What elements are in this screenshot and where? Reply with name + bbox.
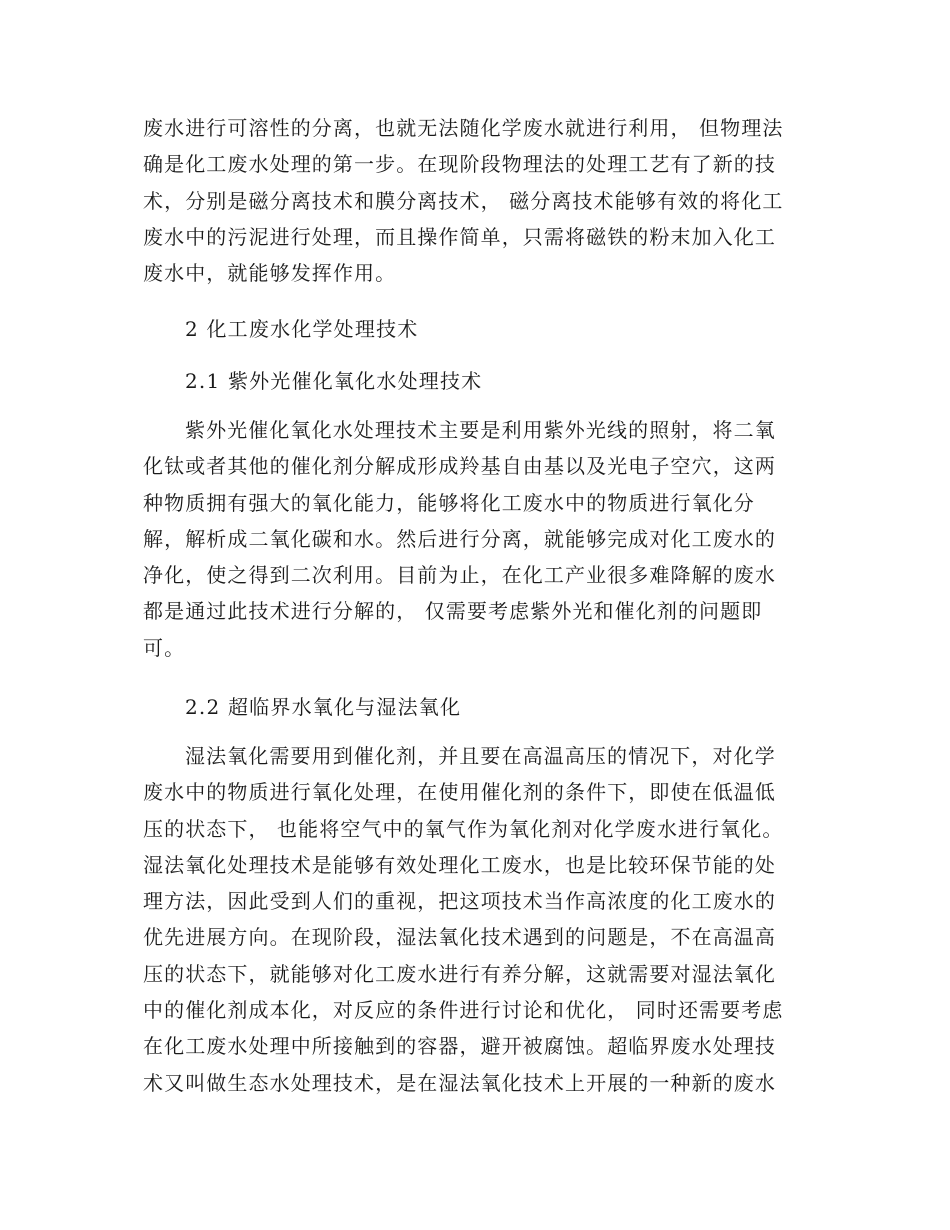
text-line: 理方法，因此受到人们的重视，把这项技术当作高浓度的化工废水的 [143,889,776,914]
text-line: 中的催化剂成本化，对反应的条件进行讨论和优化， 同时还需要考虑 [143,998,784,1023]
text-line: 废水进行可溶性的分离，也就无法随化学废水就进行利用， 但物理法 [143,116,784,140]
text-line: 种物质拥有强大的氧化能力，能够将化工废水中的物质进行氧化分 [143,490,755,515]
text-line: 在化工废水处理中所接触到的容器，避开被腐蚀。超临界废水处理技 [143,1034,776,1059]
text-line: 紫外光催化氧化水处理技术主要是利用紫外光线的照射，将二氧 [185,418,776,442]
text-line: 可。 [143,635,186,660]
subsection-heading-uv-photocatalysis: 2.1 紫外光催化氧化水处理技术 [185,369,483,393]
text-line: 废水中的污泥进行处理，而且操作简单，只需将磁铁的粉末加入化工 [143,224,776,249]
text-line: 压的状态下，就能够对化工废水进行有养分解，这就需要对湿法氧化 [143,961,776,986]
text-line: 解，解析成二氧化碳和水。然后进行分离，就能够完成对化工废水的 [143,526,776,551]
text-line: 净化，使之得到二次利用。目前为止，在化工产业很多难降解的废水 [143,563,776,588]
section-heading-chemical-treatment: 2 化工废水化学处理技术 [185,317,419,341]
text-line: 废水中，就能够发挥作用。 [143,261,397,286]
paragraph-uv-photocatalysis [143,412,823,666]
text-line: 优先进展方向。在现阶段，湿法氧化技术遇到的问题是，不在高温高 [143,925,776,950]
subsection-heading-wet-oxidation: 2.2 超临界水氧化与湿法氧化 [185,695,462,719]
text-line: 化钛或者其他的催化剂分解成形成羚基自由基以及光电子空穴，这两 [143,454,776,479]
text-line: 湿法氧化需要用到催化剂，并且要在高温高压的情况下，对化学 [185,744,776,768]
text-line: 术又叫做生态水处理技术，是在湿法氧化技术上开展的一种新的废水 [143,1070,776,1095]
text-line: 废水中的物质进行氧化处理，在使用催化剂的条件下，即使在低温低 [143,780,776,805]
text-line: 术，分别是磁分离技术和膜分离技术， 磁分离技术能够有效的将化工 [143,188,784,213]
paragraph-physical-methods [143,110,823,291]
paragraph-wet-oxidation [143,738,823,1101]
text-line: 压的状态下， 也能将空气中的氧气作为氧化剂对化学废水进行氧化。 [143,816,784,841]
text-line: 湿法氧化处理技术是能够有效处理化工废水，也是比较环保节能的处 [143,852,776,877]
text-line: 确是化工废水处理的第一步。在现阶段物理法的处理工艺有了新的技 [143,152,776,177]
text-line: 都是通过此技术进行分解的， 仅需要考虑紫外光和催化剂的问题即 [143,599,763,624]
